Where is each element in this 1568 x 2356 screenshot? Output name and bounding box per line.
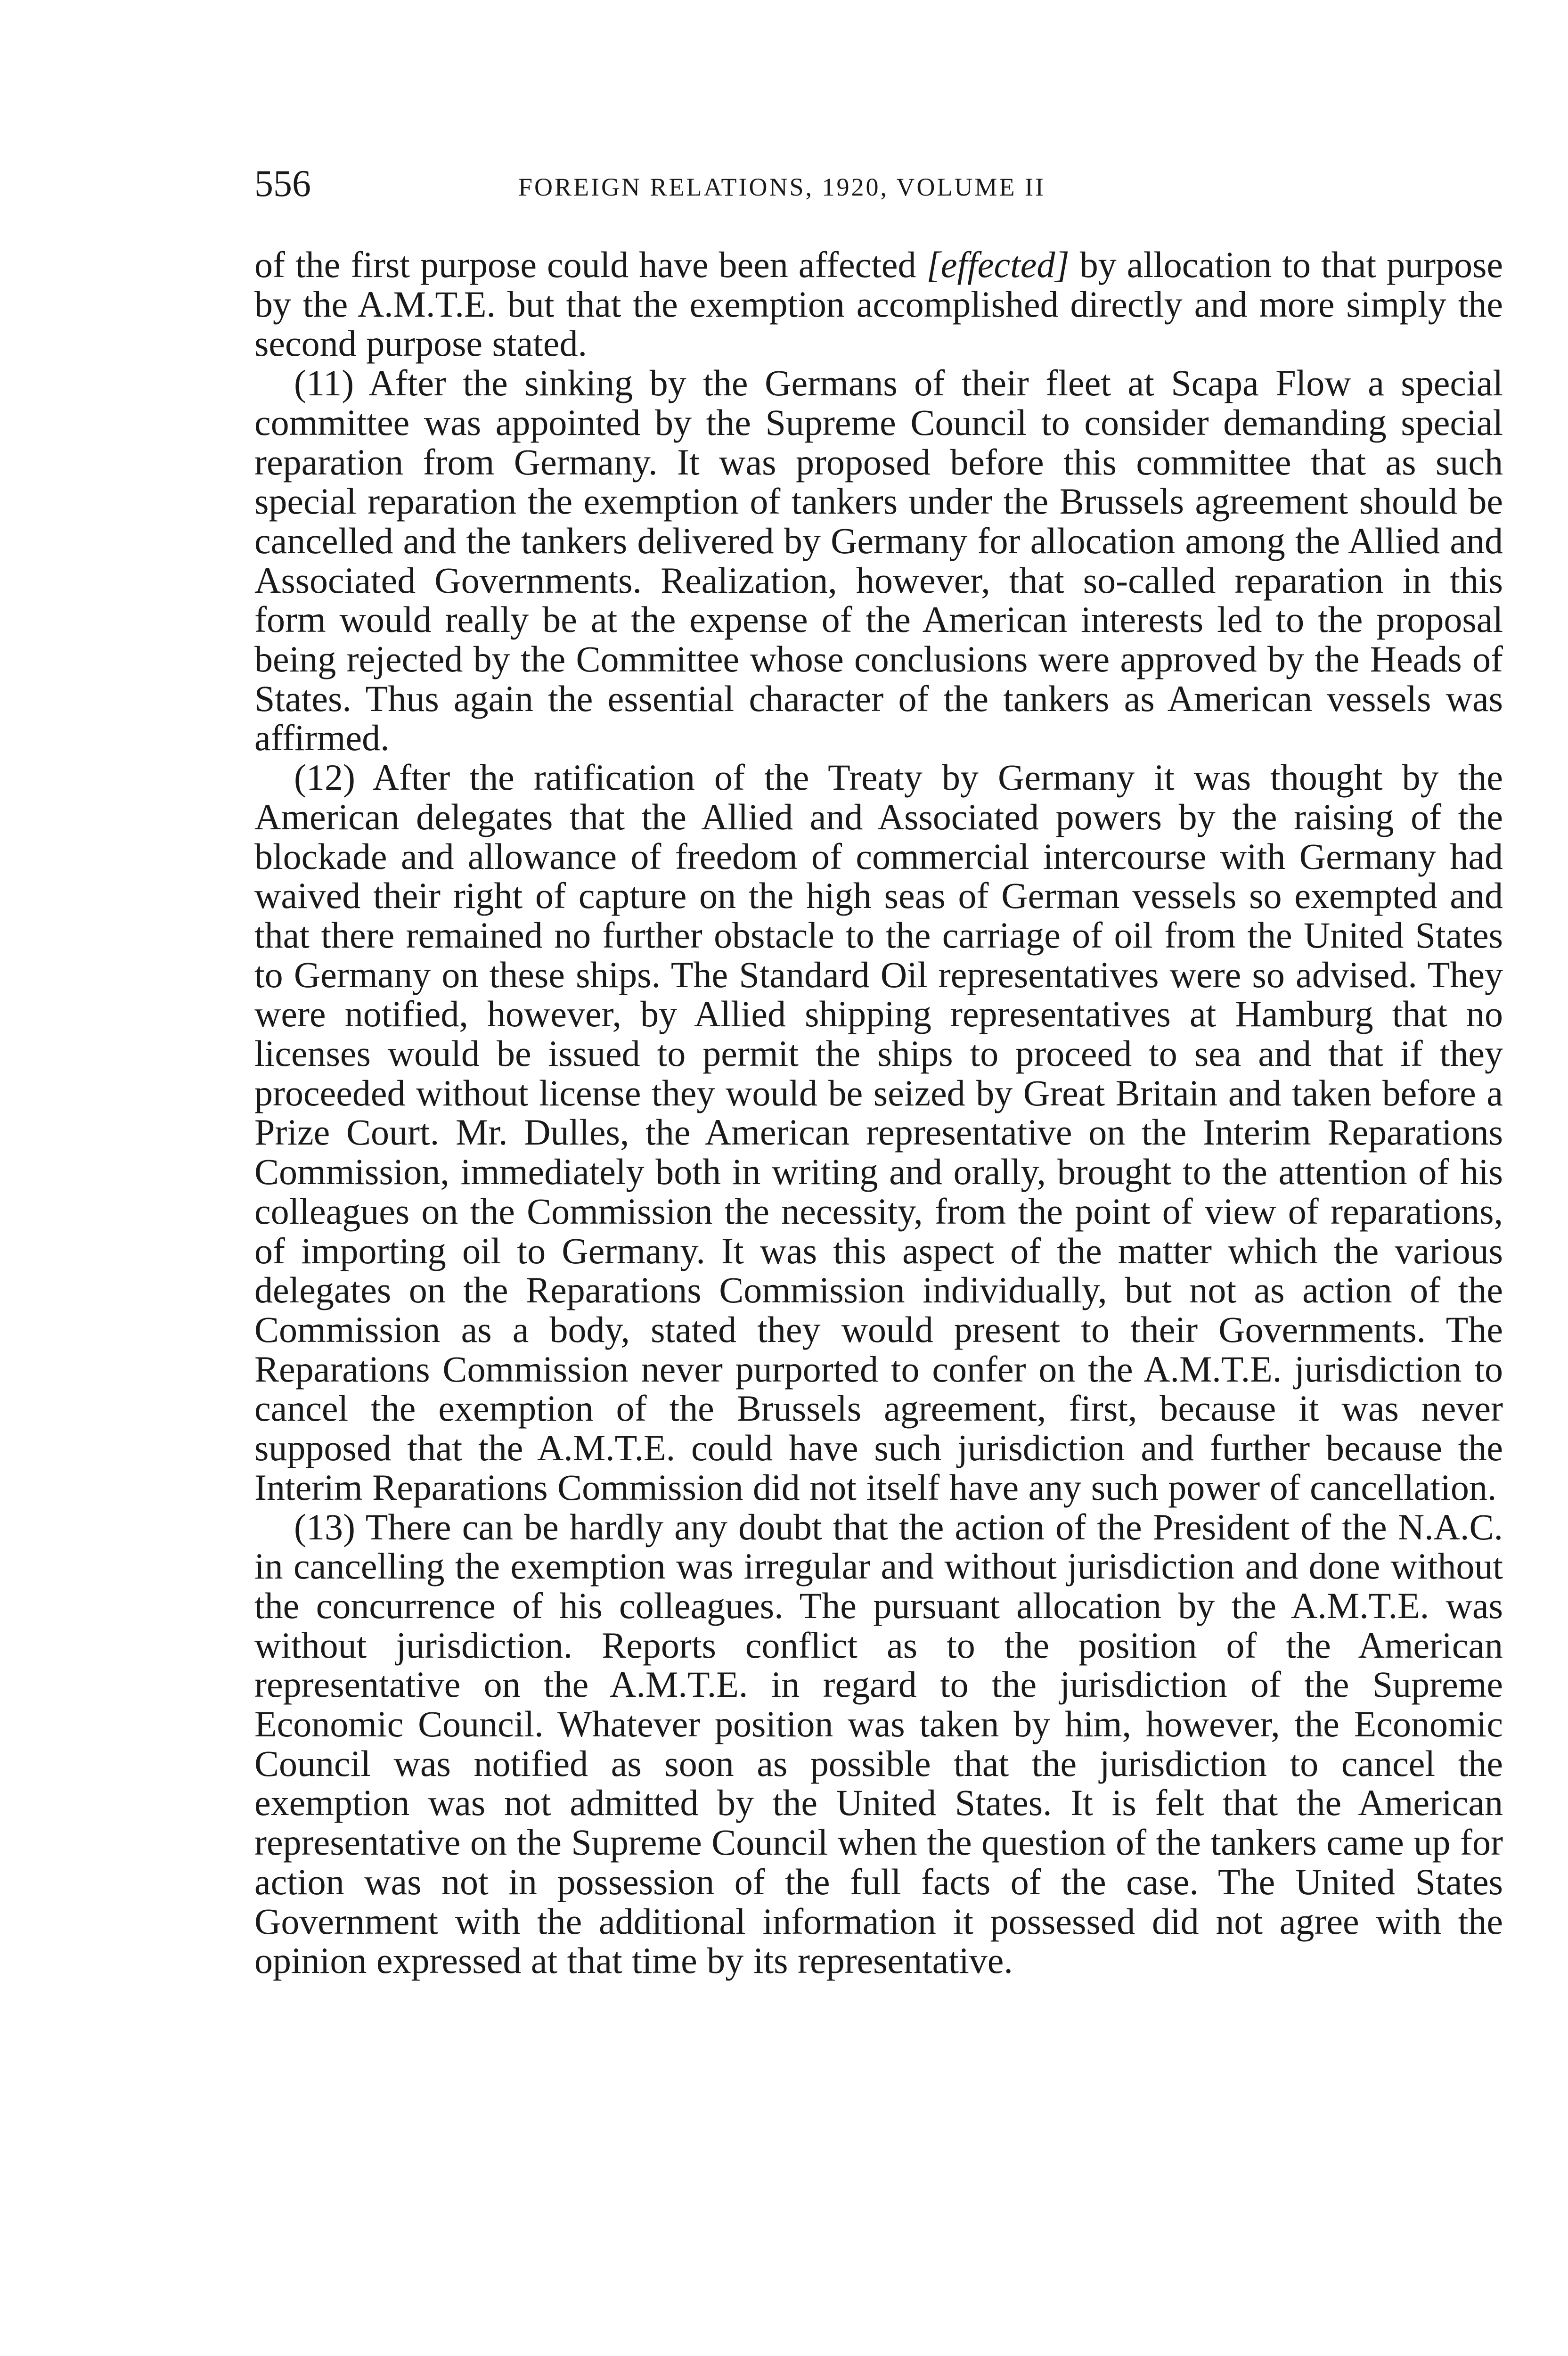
- running-title: FOREIGN RELATIONS, 1920, VOLUME II: [518, 173, 1045, 201]
- body-text: [254, 245, 1503, 1980]
- paragraph-12: (12) After the ratification of the Treaty by Germany it was thought by the American delegates that the Allied and Associated powers by the raising of the blockade and allowance of freedom of commercial intercourse with Germany had waived their right of capture on the high seas of German vessels so exempted and that there remained no further obstacle to the carriage of oil from the United States to Germany on these ships. The Standard Oil representatives were so advised. They were notified, however, by Allied shipping representatives at Hamburg that no licenses would be issued to permit the ships to proceed to sea and that if they proceeded without license they would be seized by Great Britain and taken before a Prize Court. Mr. Dulles, the American representative on the Interim Reparations Commission, immediately both in writing and orally, brought to the attention of his colleagues on the Commission the necessity, from the point of view of reparations, of importing oil to Germany. It was this aspect of the matter which the various delegates on the Reparations Commission individually, but not as action of the Commission as a body, stated they would present to their Governments. The Reparations Commission never purported to confer on the A.M.T.E. jurisdiction to cancel the exemption of the Brussels agreement, first, because it was never supposed that the A.M.T.E. could have such jurisdiction and further because the Interim Reparations Commission did not itself have any such power of cancellation.: [254, 757, 1503, 1508]
- paragraph-13: (13) There can be hardly any doubt that the action of the President of the N.A.C. in cancelling the exemption was irregular and without jurisdiction and done without the concurrence of his colleagues. The pursuant allocation by the A.M.T.E. was without jurisdiction. Reports conflict as to the position of the American representative on the A.M.T.E. in regard to the jurisdiction of the Supreme Economic Council. Whatever position was taken by him, however, the Economic Council was notified as soon as possible that the jurisdiction to cancel the exemption was not admitted by the United States. It is felt that the American representative on the Supreme Council when the question of the tankers came up for action was not in possession of the full facts of the case. The United States Government with the additional information it possessed did not agree with the opinion expressed at that time by its representative.: [254, 1506, 1503, 1981]
- page-number: 556: [254, 163, 311, 205]
- text-segment: by allocation to that purpose by the A.M.T.E. but that the exemption accomplished directly and more simply the second purpose stated.: [254, 244, 1503, 364]
- editorial-correction: [effected]: [926, 244, 1070, 285]
- paragraph-11: (11) After the sinking by the Germans of their fleet at Scapa Flow a special committee was appointed by the Supreme Council to consider demanding special reparation from Germany. It was proposed before this committee that as such special reparation the exemption of tankers under the Brussels agreement should be cancelled and the tankers delivered by Germany for allocation among the Allied and Associated Governments. Realization, however, that so-called reparation in this form would really be at the expense of the American interests led to the proposal being rejected by the Committee whose conclusions were approved by the Heads of States. Thus again the essential character of the tankers as American vessels was affirmed.: [254, 362, 1503, 759]
- paragraph-continued: [254, 245, 1503, 363]
- text-segment: of the first purpose could have been affected: [254, 244, 927, 285]
- running-header: [254, 163, 1508, 205]
